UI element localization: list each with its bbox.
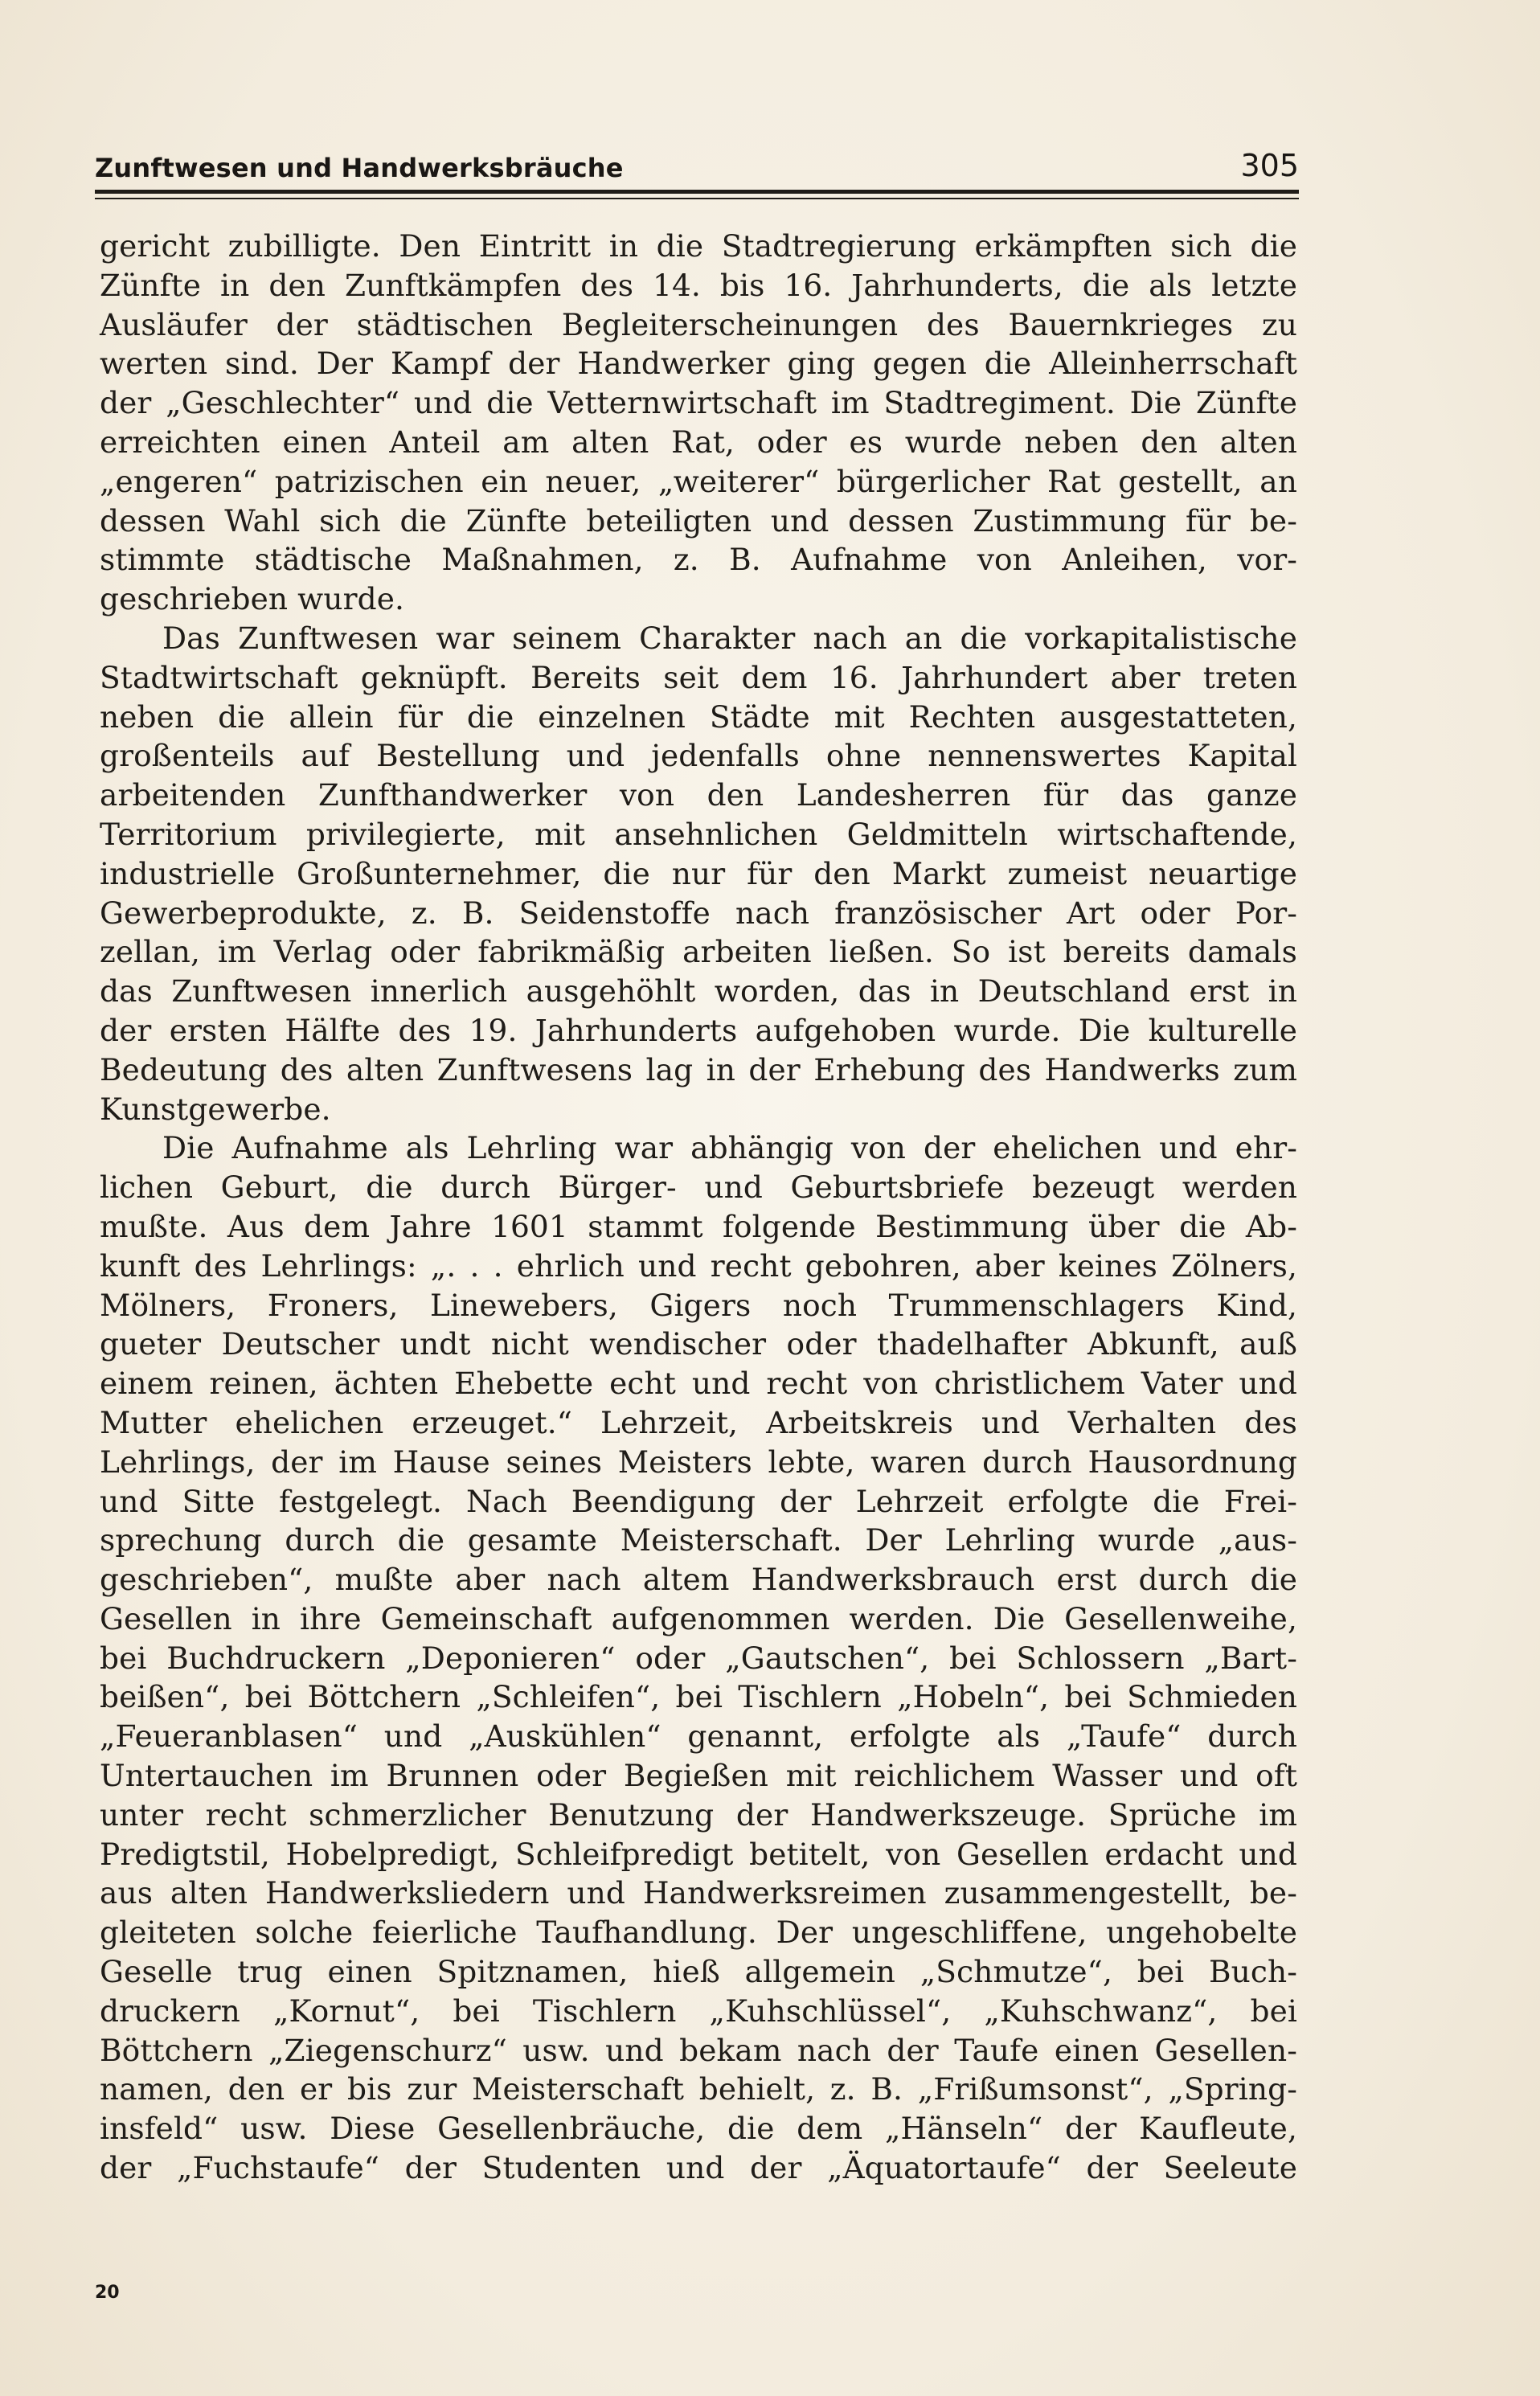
text-line: und Sitte festgelegt. Nach Beendigung der Lehrzeit erfolgte die Frei-: [100, 1483, 1297, 1519]
text-line: Kunstgewerbe.: [100, 1091, 331, 1127]
text-line: Böttchern „Ziegenschurz“ usw. und bekam nach der Taufe einen Gesellen-: [100, 2032, 1297, 2068]
text-line: kunft des Lehrlings: „. . . ehrlich und recht gebohren, aber keines Zölners,: [100, 1247, 1297, 1284]
running-title: Zunftwesen und Handwerksbräuche: [95, 153, 624, 183]
text-line: neben die allein für die einzelnen Städte mit Rechten ausgestatteten,: [100, 698, 1297, 735]
header-rule-thick: [95, 190, 1299, 194]
text-line: Lehrlings, der im Hause seines Meisters lebte, waren durch Hausordnung: [100, 1444, 1297, 1480]
header-rule-thin: [95, 198, 1299, 199]
text-line: gleiteten solche feierliche Taufhandlung. Der ungeschliffene, ungehobelte: [100, 1915, 1297, 1951]
text-line: das Zunftwesen innerlich ausgehöhlt worden, das in Deutschland erst in: [100, 973, 1297, 1010]
text-line: der ersten Hälfte des 19. Jahrhunderts aufgehoben wurde. Die kulturelle: [100, 1012, 1297, 1048]
text-line: erreichten einen Anteil am alten Rat, oder es wurde neben den alten: [100, 424, 1297, 460]
text-line: Zünfte in den Zunftkämpfen des 14. bis 16. Jahrhunderts, die als letzte: [100, 267, 1297, 303]
text-line: Das Zunftwesen war seinem Charakter nach an die vorkapitalistische: [162, 620, 1297, 656]
text-line: lichen Geburt, die durch Bürger- und Geburtsbriefe bezeugt werden: [100, 1169, 1297, 1206]
text-line: Untertauchen im Brunnen oder Begießen mit reichlichem Wasser und oft: [100, 1758, 1297, 1794]
text-line: Mölners, Froners, Linewebers, Gigers noch Trummenschlagers Kind,: [100, 1287, 1297, 1323]
text-line: werten sind. Der Kampf der Handwerker ging gegen die Alleinherrschaft: [100, 346, 1297, 382]
text-line: Die Aufnahme als Lehrling war abhängig von der ehelichen und ehr-: [162, 1130, 1297, 1166]
text-line: Gewerbeprodukte, z. B. Seidenstoffe nach französischer Art oder Por-: [100, 895, 1297, 931]
text-line: gueter Deutscher undt nicht wendischer oder thadelhafter Abkunft, auß: [100, 1326, 1297, 1362]
text-line: druckern „Kornut“, bei Tischlern „Kuhschlüssel“, „Kuhschwanz“, bei: [100, 1993, 1297, 2029]
text-line: Mutter ehelichen erzeuget.“ Lehrzeit, Arbeitskreis und Verhalten des: [100, 1404, 1297, 1440]
text-line: dessen Wahl sich die Zünfte beteiligten und dessen Zustimmung für be-: [100, 502, 1297, 539]
text-line: Ausläufer der städtischen Begleiterscheinungen des Bauernkrieges zu: [100, 306, 1297, 342]
text-line: Bedeutung des alten Zunftwesens lag in der Erhebung des Handwerks zum: [100, 1051, 1297, 1087]
text-line: geschrieben“, mußte aber nach altem Handwerksbrauch erst durch die: [100, 1562, 1297, 1598]
text-line: unter recht schmerzlicher Benutzung der Handwerkszeuge. Sprüche im: [100, 1796, 1297, 1833]
text-line: industrielle Großunternehmer, die nur für den Markt zumeist neuartige: [100, 855, 1297, 891]
text-line: „engeren“ patrizischen ein neuer, „weiterer“ bürgerlicher Rat gestellt, an: [100, 463, 1297, 499]
signature-mark: 20: [95, 2283, 120, 2303]
text-line: Stadtwirtschaft geknüpft. Bereits seit dem 16. Jahrhundert aber treten: [100, 659, 1297, 695]
text-line: einem reinen, ächten Ehebette echt und recht von christlichem Vater und: [100, 1366, 1297, 1402]
text-line: großenteils auf Bestellung und jedenfalls ohne nennenswertes Kapital: [100, 738, 1297, 774]
text-line: der „Fuchstaufe“ der Studenten und der „Äquatortaufe“ der Seeleute: [100, 2150, 1297, 2186]
text-line: Predigtstil, Hobelpredigt, Schleifpredigt betitelt, von Gesellen erdacht und: [100, 1836, 1297, 1872]
text-line: mußte. Aus dem Jahre 1601 stammt folgende Bestimmung über die Ab-: [100, 1208, 1297, 1244]
text-line: Gesellen in ihre Gemeinschaft aufgenommen werden. Die Gesellenweihe,: [100, 1600, 1297, 1636]
page-number: 305: [1240, 148, 1299, 183]
body-text: [100, 227, 1297, 2188]
text-line: Geselle trug einen Spitznamen, hieß allgemein „Schmutze“, bei Buch-: [100, 1954, 1297, 1990]
text-line: stimmte städtische Maßnahmen, z. B. Aufnahme von Anleihen, vor-: [100, 542, 1297, 578]
text-line: bei Buchdruckern „Deponieren“ oder „Gautschen“, bei Schlossern „Bart-: [100, 1640, 1297, 1676]
text-line: „Feueranblasen“ und „Auskühlen“ genannt, erfolgte als „Taufe“ durch: [100, 1718, 1297, 1755]
text-line: beißen“, bei Böttchern „Schleifen“, bei Tischlern „Hobeln“, bei Schmieden: [100, 1679, 1297, 1715]
text-line: namen, den er bis zur Meisterschaft behielt, z. B. „Frißumsonst“, „Spring-: [100, 2071, 1297, 2107]
text-line: geschrieben wurde.: [100, 581, 405, 617]
text-line: gericht zubilligte. Den Eintritt in die Stadtregierung erkämpften sich die: [100, 228, 1297, 264]
text-line: Territorium privilegierte, mit ansehnlichen Geldmitteln wirtschaftende,: [100, 816, 1297, 852]
text-line: aus alten Handwerksliedern und Handwerksreimen zusammengestellt, be-: [100, 1875, 1297, 1911]
text-line: sprechung durch die gesamte Meisterschaft. Der Lehrling wurde „aus-: [100, 1522, 1297, 1558]
text-line: insfeld“ usw. Diese Gesellenbräuche, die dem „Hänseln“ der Kaufleute,: [100, 2111, 1297, 2147]
text-line: der „Geschlechter“ und die Vetternwirtschaft im Stadtregiment. Die Zünfte: [100, 385, 1297, 421]
text-line: arbeitenden Zunfthandwerker von den Landesherren für das ganze: [100, 777, 1297, 813]
text-line: zellan, im Verlag oder fabrikmäßig arbeiten ließen. So ist bereits damals: [100, 934, 1297, 970]
